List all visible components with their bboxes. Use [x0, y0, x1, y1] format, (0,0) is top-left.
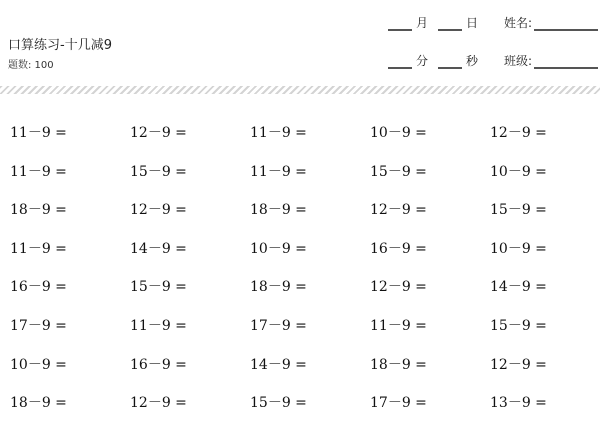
problem-grid [0, 114, 600, 423]
name-field [504, 14, 598, 31]
problem-item: 12－9 = [130, 125, 187, 141]
problem-item: 17－9 = [250, 317, 307, 334]
name-label: 姓名: [504, 16, 533, 30]
problem-item: 11－9 = [130, 317, 187, 334]
class-blank [534, 57, 598, 69]
problem-item: 11－9 = [250, 125, 307, 141]
problem-item: 13－9 = [490, 395, 547, 412]
problem-count: 题数: 100 [8, 60, 54, 71]
second-blank [438, 57, 462, 69]
problem-item: 10－9 = [490, 240, 547, 257]
problem-item: 18－9 = [250, 202, 307, 219]
minute-label: 分 [416, 54, 429, 68]
time-row [388, 52, 482, 69]
worksheet-header [0, 0, 600, 86]
problem-item: 12－9 = [370, 279, 427, 296]
name-blank [534, 19, 598, 31]
problem-item: 15－9 = [490, 202, 547, 219]
problem-item: 10－9 = [370, 125, 427, 141]
date-row [388, 14, 482, 31]
problem-item: 11－9 = [370, 317, 427, 334]
problem-item: 17－9 = [370, 395, 427, 412]
problem-item: 18－9 = [370, 356, 427, 373]
problem-item: 10－9 = [250, 240, 307, 257]
class-label: 班级: [504, 54, 533, 68]
problem-item: 18－9 = [10, 395, 67, 412]
problem-item: 12－9 = [490, 356, 547, 373]
month-blank [388, 19, 412, 31]
problem-item: 18－9 = [250, 279, 307, 296]
class-field [504, 52, 598, 69]
problem-item: 10－9 = [490, 163, 547, 180]
header-divider [0, 86, 600, 94]
problem-item: 14－9 = [130, 240, 187, 257]
problem-item: 14－9 = [250, 356, 307, 373]
problem-item: 15－9 = [490, 317, 547, 334]
problem-item: 15－9 = [130, 279, 187, 296]
problem-item: 11－9 = [250, 163, 307, 180]
problem-item: 16－9 = [370, 240, 427, 257]
problem-item: 14－9 = [490, 279, 547, 296]
problem-item: 18－9 = [10, 202, 67, 219]
problem-item: 11－9 = [10, 163, 67, 180]
minute-blank [388, 57, 412, 69]
problem-item: 12－9 = [130, 395, 187, 412]
problem-item: 16－9 = [130, 356, 187, 373]
second-label: 秒 [466, 54, 479, 68]
problem-item: 17－9 = [10, 317, 67, 334]
problem-item: 15－9 = [250, 395, 307, 412]
problem-item: 12－9 = [130, 202, 187, 219]
problem-item: 11－9 = [10, 125, 67, 141]
problem-item: 16－9 = [10, 279, 67, 296]
problem-item: 12－9 = [490, 125, 547, 141]
problem-item: 10－9 = [10, 356, 67, 373]
day-label: 日 [466, 16, 479, 30]
problem-item: 15－9 = [130, 163, 187, 180]
problem-item: 11－9 = [10, 240, 67, 257]
day-blank [438, 19, 462, 31]
problem-item: 15－9 = [370, 163, 427, 180]
worksheet-title: 口算练习-十几减9 [8, 38, 112, 53]
month-label: 月 [416, 16, 429, 30]
problem-item: 12－9 = [370, 202, 427, 219]
